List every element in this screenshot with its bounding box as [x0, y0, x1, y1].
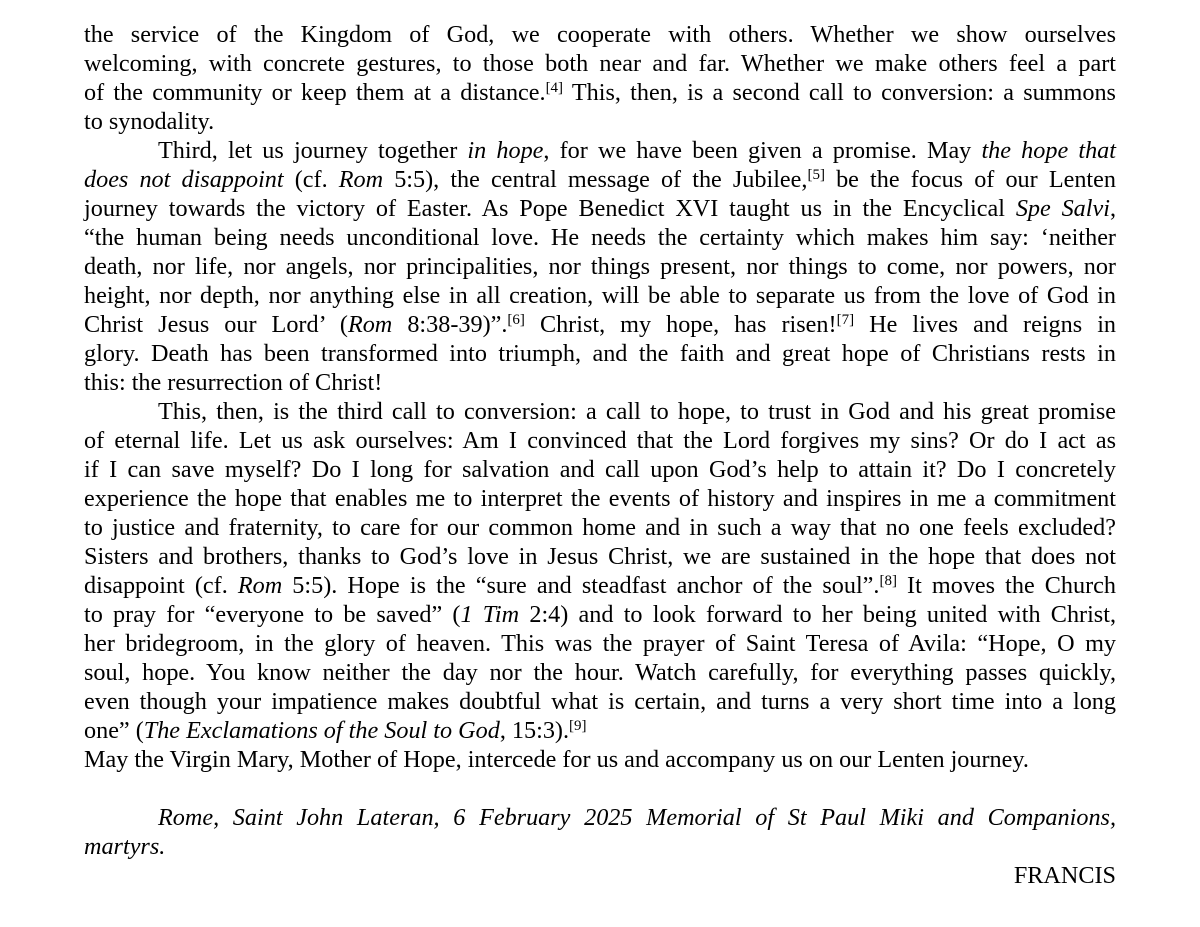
text-line: soul, hope. You know neither the day nor the hour. Watch carefully, for everything passes quickly,: [84, 659, 1116, 686]
text-line: to pray for “everyone to be saved” (1 Tim 2:4) and to look forward to her being united with Christ,: [84, 601, 1116, 628]
text-line: even though your impatience makes doubtful what is certain, and turns a very short time into a long: [84, 688, 1116, 715]
closing-paragraph: May the Virgin Mary, Mother of Hope, intercede for us and accompany us on our Lenten journey.: [84, 746, 1029, 773]
text-line: welcoming, with concrete gestures, to those both near and far. Whether we make others feel a part: [84, 50, 1116, 77]
text-line: this: the resurrection of Christ!: [84, 369, 383, 396]
footnote-ref[interactable]: [9]: [569, 717, 587, 734]
text-line: Christ Jesus our Lord’ (Rom 8:38-39)”.[6] Christ, my hope, has risen![7] He lives and reigns in: [84, 311, 1117, 338]
text-line: does not disappoint (cf. Rom 5:5), the central message of the Jubilee,[5] be the focus of our Lenten: [84, 166, 1116, 193]
text-line: height, nor depth, nor anything else in all creation, will be able to separate us from the love of God in: [84, 282, 1116, 309]
text-line: disappoint (cf. Rom 5:5). Hope is the “sure and steadfast anchor of the soul”.[8] It moves the Church: [84, 572, 1117, 599]
text-line: “the human being needs unconditional love. He needs the certainty which makes him say: ‘neither: [84, 224, 1116, 251]
text-line: if I can save myself? Do I long for salvation and call upon God’s help to attain it? Do I concretely: [84, 456, 1116, 483]
dateline-continued: martyrs.: [84, 833, 166, 860]
text-line: death, nor life, nor angels, nor principalities, nor things present, nor things to come, nor powers, nor: [84, 253, 1116, 280]
text-line: to justice and fraternity, to care for our common home and in such a way that no one feels excluded?: [84, 514, 1116, 541]
footnote-ref[interactable]: [4]: [545, 79, 564, 96]
text-line: glory. Death has been transformed into triumph, and the faith and great hope of Christians rests in: [84, 340, 1116, 367]
text-line: Sisters and brothers, thanks to God’s love in Jesus Christ, we are sustained in the hope that does not: [84, 543, 1116, 570]
text-line: experience the hope that enables me to interpret the events of history and inspires in me a commitment: [84, 485, 1116, 512]
text-line: of eternal life. Let us ask ourselves: Am I convinced that the Lord forgives my sins? Or do I act as: [84, 427, 1116, 454]
dateline: Rome, Saint John Lateran, 6 February 2025 Memorial of St Paul Miki and Companions,: [158, 804, 1116, 831]
paragraph-start: This, then, is the third call to conversion: a call to hope, to trust in God and his great promise: [158, 398, 1116, 425]
footnote-ref[interactable]: [6]: [507, 311, 525, 328]
paragraph-start: Third, let us journey together in hope, for we have been given a promise. May the hope that: [158, 137, 1116, 164]
footnote-ref[interactable]: [7]: [836, 311, 855, 328]
text-line: the service of the Kingdom of God, we cooperate with others. Whether we show ourselves: [84, 21, 1116, 48]
text-line: to synodality.: [84, 108, 215, 135]
footnote-ref[interactable]: [8]: [879, 572, 897, 589]
text-line: journey towards the victory of Easter. As Pope Benedict XVI taught us in the Encyclical Spe Salvi,: [84, 195, 1116, 222]
text-line: her bridegroom, in the glory of heaven. This was the prayer of Saint Teresa of Avila: “Hope, O my: [84, 630, 1116, 657]
text-line: one” (The Exclamations of the Soul to God, 15:3).[9]: [84, 717, 587, 744]
text-line: of the community or keep them at a distance.[4] This, then, is a second call to conversion: a summons: [84, 79, 1116, 106]
signature: FRANCIS: [1013, 862, 1116, 889]
spacer: [84, 774, 1116, 803]
footnote-ref[interactable]: [5]: [807, 166, 825, 183]
